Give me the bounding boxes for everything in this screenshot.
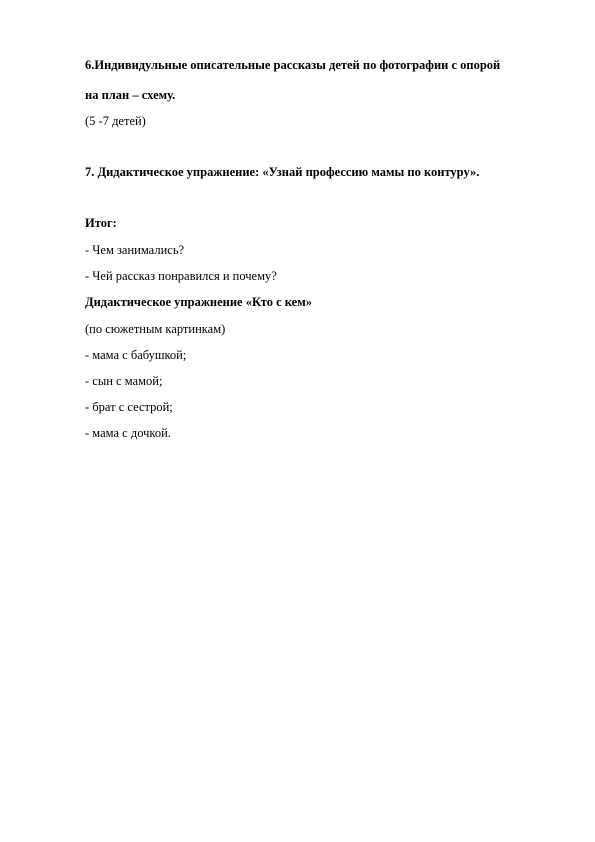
section-6-note: (5 -7 детей) <box>85 114 146 128</box>
summary-question-2: - Чей рассказ понравился и почему? <box>85 269 277 283</box>
section-6-title-line-1: 6.Индивидульные описательные рассказы детей по фотографии с опорой <box>85 58 501 72</box>
list-item: - мама с дочкой. <box>85 426 171 440</box>
exercise-name: «Кто с кем» <box>245 295 312 309</box>
section-6-title-line-2: на план – схему. <box>85 88 176 102</box>
summary-question-1: - Чем занимались? <box>85 243 185 257</box>
section-7-title: 7. Дидактическое упражнение: «Узнай профессию мамы по контуру». <box>85 165 480 179</box>
list-item: - сын с мамой; <box>85 374 163 388</box>
exercise-prefix: Дидактическое упражнение <box>85 295 246 309</box>
exercise-note: (по сюжетным картинкам) <box>85 322 226 336</box>
summary-heading: Итог: <box>85 216 117 230</box>
list-item: - брат с сестрой; <box>85 400 173 414</box>
exercise-title <box>85 295 312 310</box>
list-item: - мама с бабушкой; <box>85 348 187 362</box>
